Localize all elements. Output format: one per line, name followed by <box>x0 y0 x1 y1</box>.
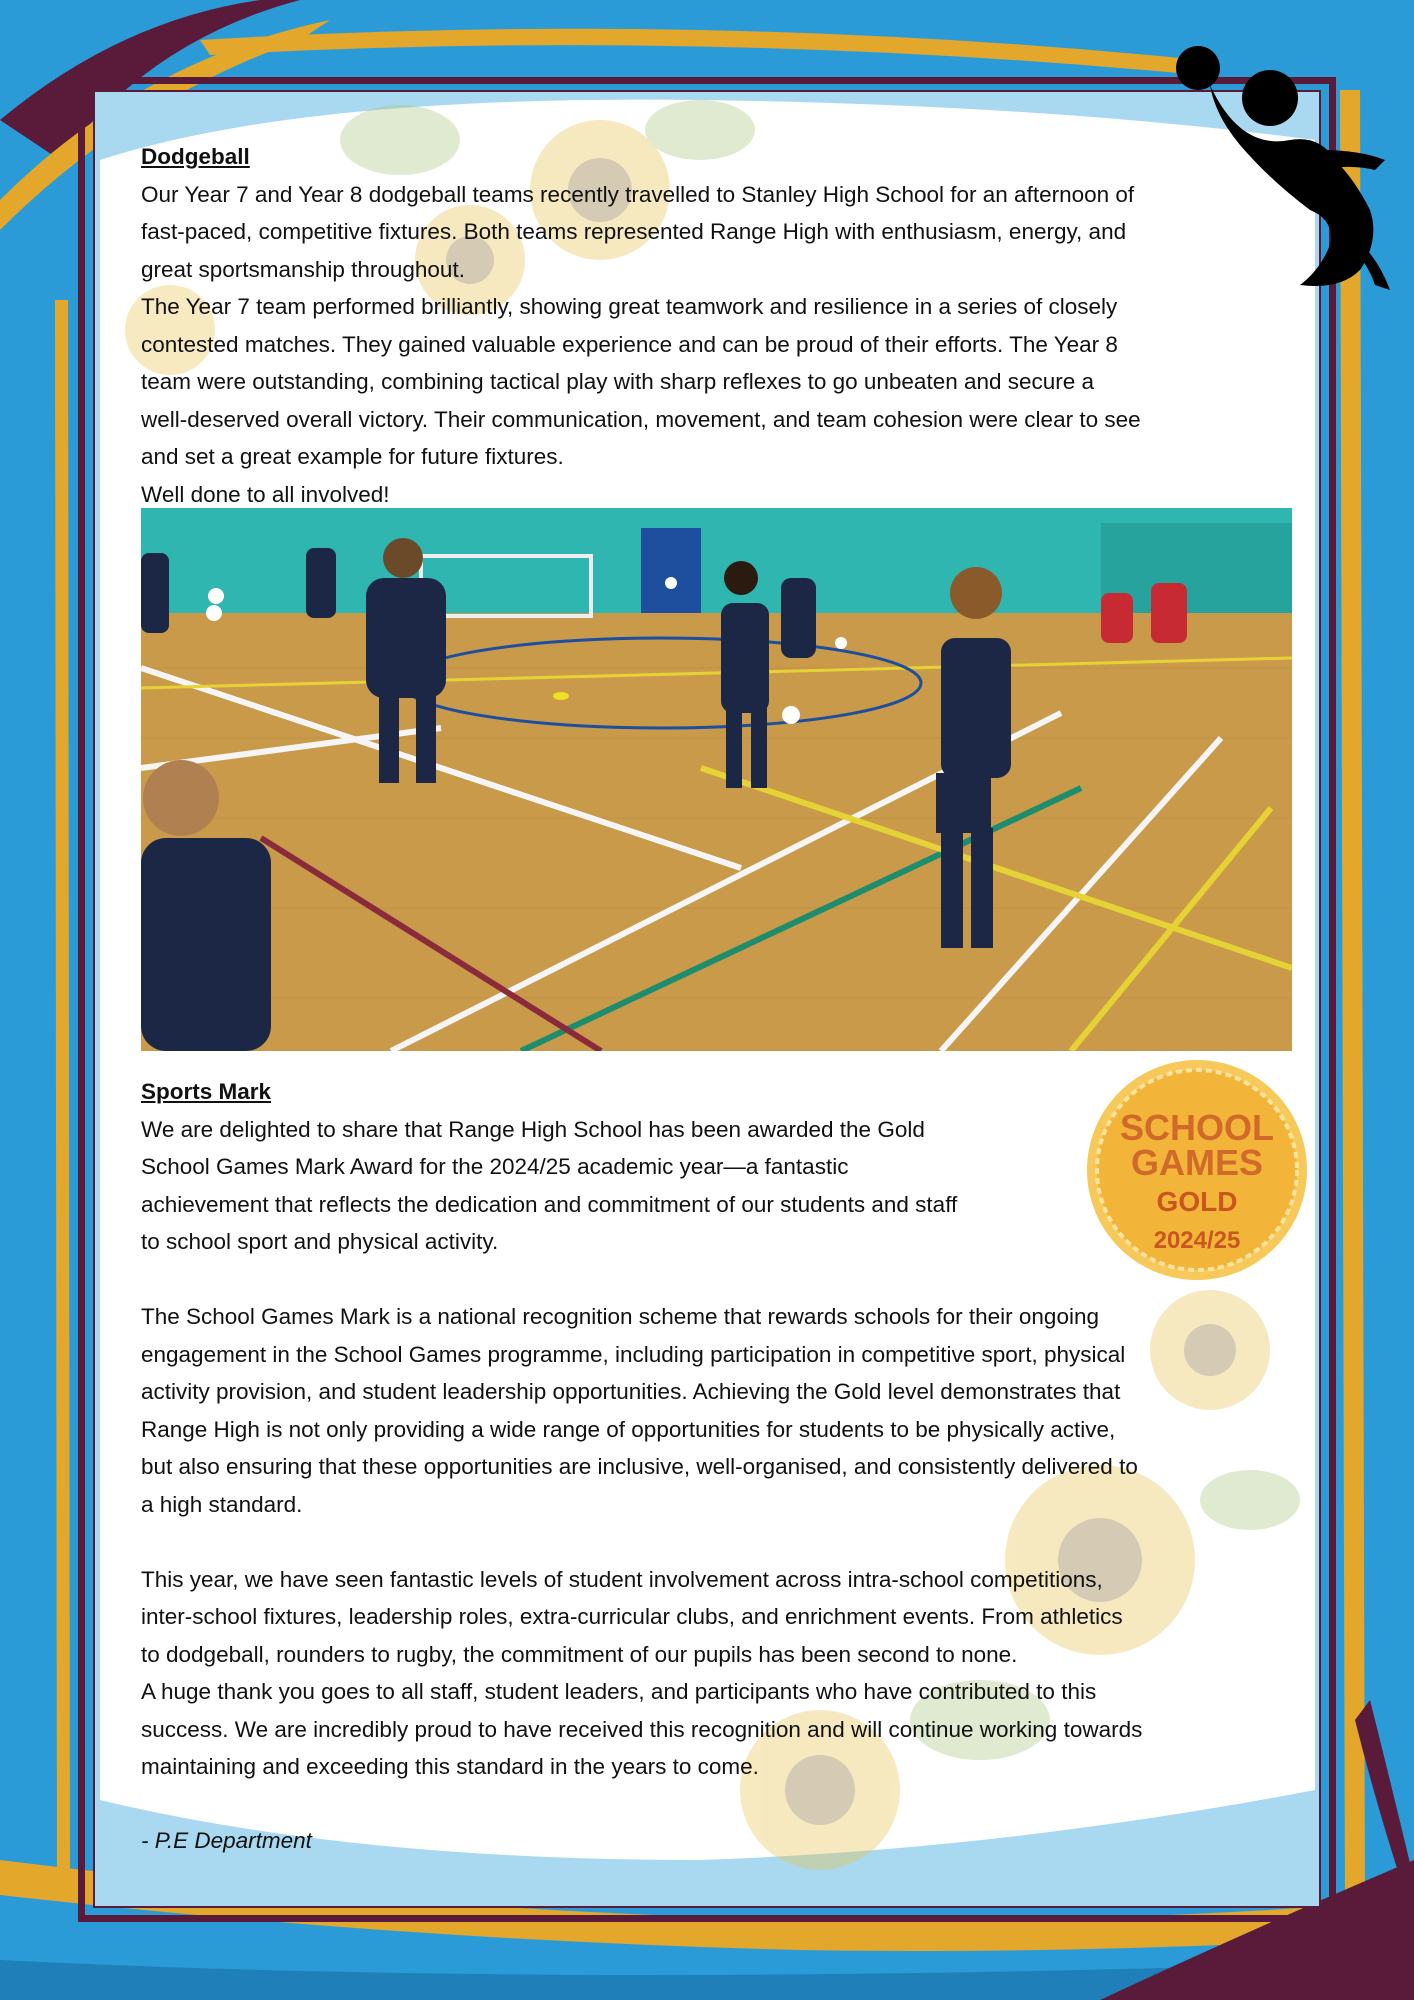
sports-mark-line: activity provision, and student leadership opportunities. Achieving the Gold level demonstrates that <box>141 1379 1121 1404</box>
dodgeball-line: Our Year 7 and Year 8 dodgeball teams recently travelled to Stanley High School for an afternoon of <box>141 181 1135 207</box>
sports-mark-lead <box>141 1111 1071 1261</box>
dodgeball-line: The Year 7 team performed brilliantly, showing great teamwork and resilience in a series of closely <box>141 294 1118 319</box>
sports-mark-line: to school sport and physical activity. <box>141 1229 499 1254</box>
dodgeball-section <box>141 138 1291 513</box>
sports-mark-line: maintaining and exceeding this standard in the years to come. <box>141 1754 759 1779</box>
sports-mark-line: This year, we have seen fantastic levels of student involvement across intra-school competitions, <box>141 1566 1103 1592</box>
dodgeball-line: fast-paced, competitive fixtures. Both teams represented Range High with enthusiasm, energy, and <box>141 219 1127 244</box>
dodgeball-line: team were outstanding, combining tactical play with sharp reflexes to go unbeaten and secure a <box>141 369 1095 394</box>
sports-mark-line: Range High is not only providing a wide range of opportunities for students to be physically active, <box>141 1416 1116 1442</box>
sports-mark-line: success. We are incredibly proud to have received this recognition and will continue working towards <box>141 1716 1143 1742</box>
school-games-gold-badge <box>1085 1058 1310 1283</box>
dodgeball-photo <box>141 508 1292 1051</box>
badge-line2: GAMES <box>1130 1142 1264 1183</box>
sports-mark-line: We are delighted to share that Range High School has been awarded the Gold <box>141 1116 925 1142</box>
dodgeball-line: great sportsmanship throughout. <box>141 256 465 282</box>
sports-mark-line: a high standard. <box>141 1491 303 1517</box>
sports-mark-line: but also ensuring that these opportunities are inclusive, well-organised, and consistently delivered to <box>141 1454 1138 1479</box>
badge-level: GOLD <box>1156 1186 1238 1217</box>
signoff: - P.E Department <box>141 1827 312 1853</box>
badge-line1: SCHOOL <box>1119 1107 1275 1148</box>
sports-mark-line: engagement in the School Games programme, including participation in competitive sport, physical <box>141 1341 1126 1367</box>
dodgeball-line: well-deserved overall victory. Their communication, movement, and team cohesion were clear to see <box>141 406 1141 432</box>
sports-mark-line: to dodgeball, rounders to rugby, the commitment of our pupils has been second to none. <box>141 1641 1018 1667</box>
sports-mark-line: School Games Mark Award for the 2024/25 academic year—a fantastic <box>141 1154 849 1179</box>
dodgeball-line: and set a great example for future fixtures. <box>141 444 564 469</box>
badge-year: 2024/25 <box>1153 1227 1241 1254</box>
sports-mark-line: inter-school fixtures, leadership roles, extra-curricular clubs, and enrichment events. From athletics <box>141 1604 1123 1629</box>
dodgeball-line: Well done to all involved! <box>141 481 390 507</box>
sports-mark-line: The School Games Mark is a national recognition scheme that rewards schools for their ongoing <box>141 1304 1099 1329</box>
dodgeball-line: contested matches. They gained valuable experience and can be proud of their efforts. The Year 8 <box>141 331 1118 357</box>
dodgeball-heading: Dodgeball <box>141 144 250 169</box>
sports-mark-line: A huge thank you goes to all staff, student leaders, and participants who have contributed to this <box>141 1679 1097 1704</box>
sports-mark-line: achievement that reflects the dedication and commitment of our students and staff <box>141 1191 958 1217</box>
sports-mark-heading: Sports Mark <box>141 1079 272 1104</box>
